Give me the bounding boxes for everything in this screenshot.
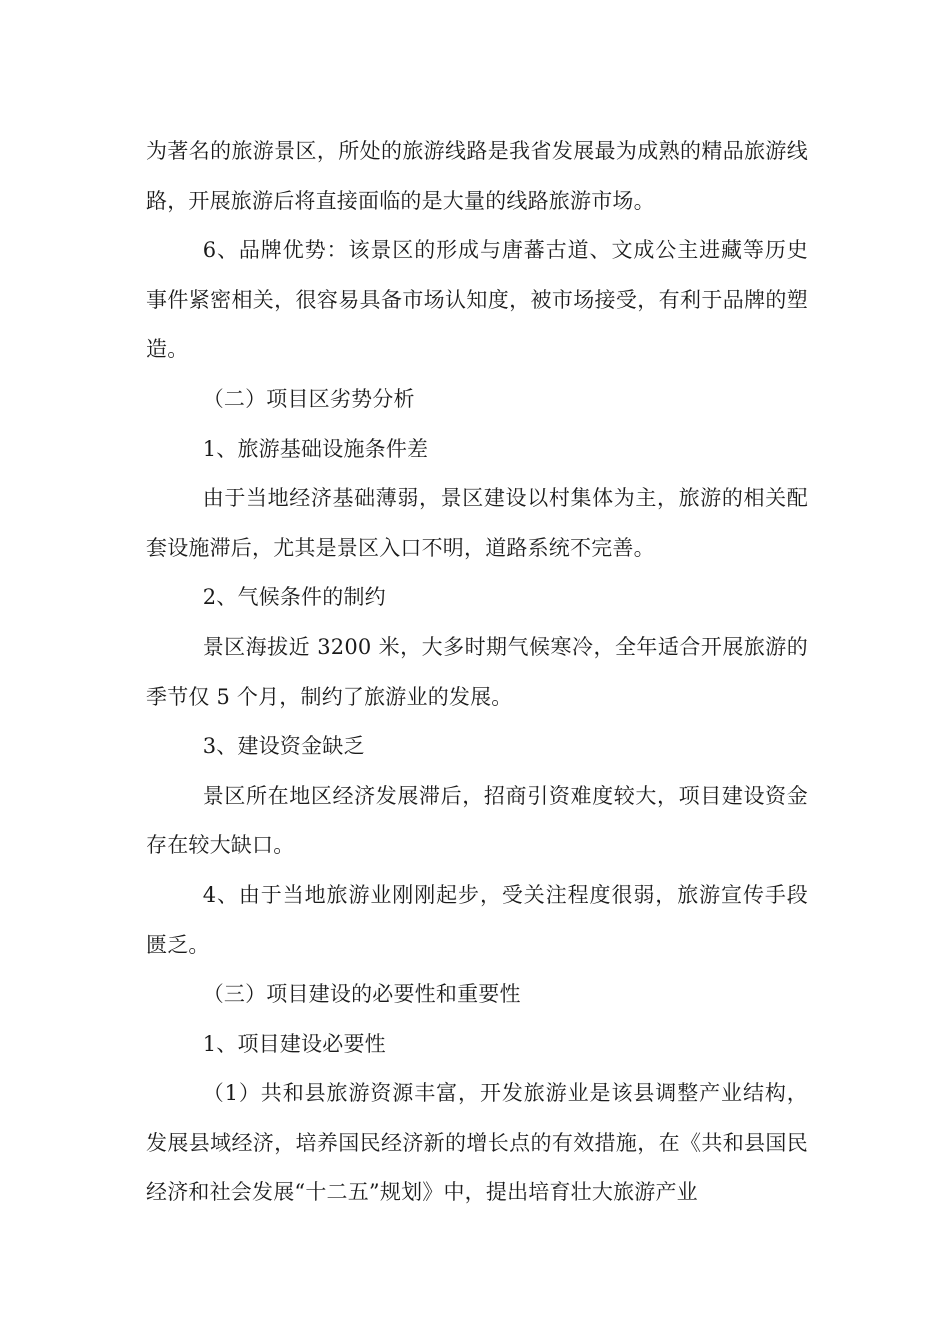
document-body bbox=[146, 127, 808, 1218]
paragraph-funding: 景区所在地区经济发展滞后，招商引资难度较大，项目建设资金存在较大缺口。 bbox=[146, 783, 808, 858]
subheading-infrastructure: 1、旅游基础设施条件差 bbox=[202, 436, 429, 461]
paragraph-infrastructure: 由于当地经济基础薄弱，景区建设以村集体为主，旅游的相关配套设施滞后，尤其是景区入口不明，道路系统不完善。 bbox=[146, 486, 808, 560]
paragraph-brand-advantage: 6、品牌优势：该景区的形成与唐蕃古道、文成公主进藏等历史事件紧密相关，很容易具备市场认知度，被市场接受，有利于品牌的塑造。 bbox=[146, 238, 808, 362]
paragraph-climate: 景区海拔近 3200 米，大多时期气候寒冷，全年适合开展旅游的季节仅 5 个月，制约了旅游业的发展。 bbox=[146, 634, 808, 709]
paragraph-tourism-resources: （1）共和县旅游资源丰富，开发旅游业是该县调整产业结构，发展县域经济，培养国民经济新的增长点的有效措施，在《共和县国民经济和社会发展“十二五”规划》中，提出培育壮大旅游产业 bbox=[146, 1081, 808, 1205]
subheading-climate: 2、气候条件的制约 bbox=[202, 585, 386, 610]
paragraph-continuation: 为著名的旅游景区，所处的旅游线路是我省发展最为成熟的精品旅游线路，开展旅游后将直接面临的是大量的线路旅游市场。 bbox=[146, 139, 808, 213]
section-heading-necessity: （三）项目建设的必要性和重要性 bbox=[202, 982, 521, 1007]
subheading-necessity: 1、项目建设必要性 bbox=[202, 1031, 386, 1056]
section-heading-weakness-analysis: （二）项目区劣势分析 bbox=[202, 386, 415, 411]
paragraph-promotion: 4、由于当地旅游业刚刚起步，受关注程度很弱，旅游宣传手段匮乏。 bbox=[146, 882, 808, 957]
subheading-funding: 3、建设资金缺乏 bbox=[202, 734, 365, 759]
